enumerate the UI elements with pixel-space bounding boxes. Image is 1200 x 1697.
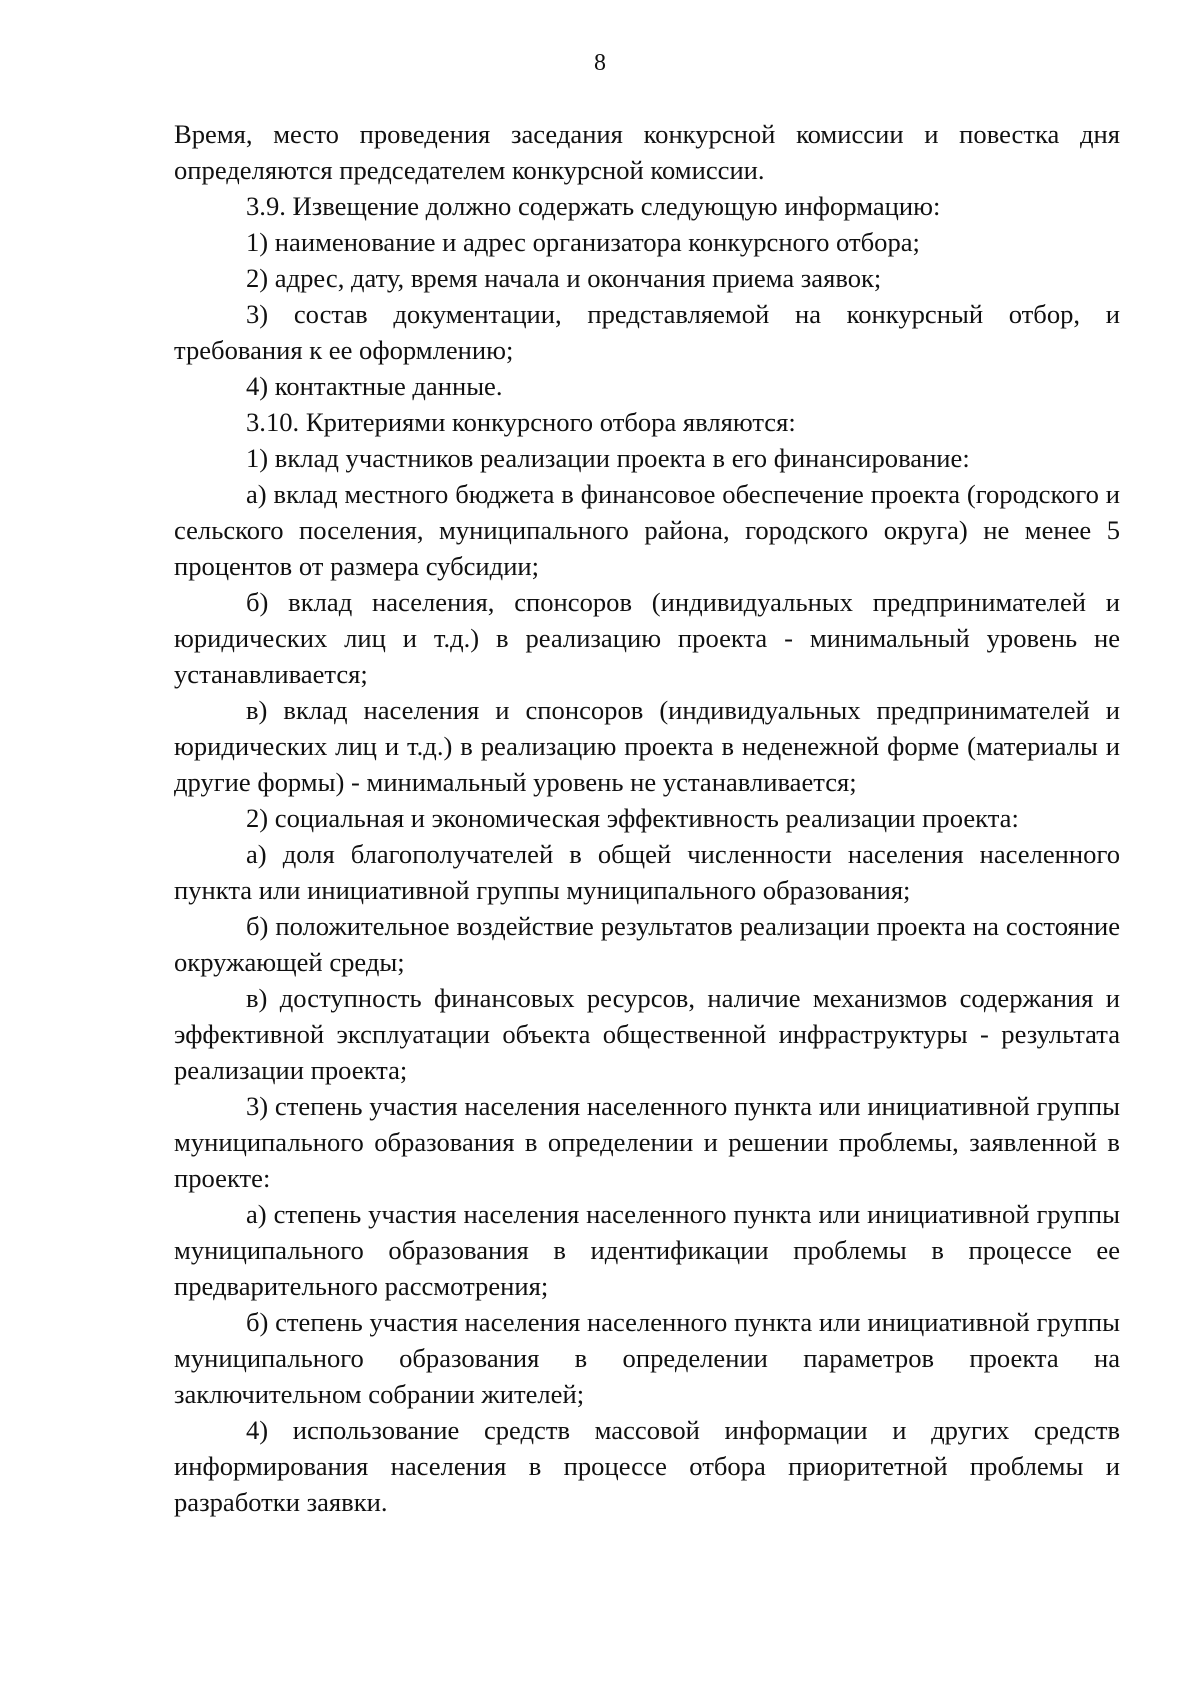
paragraph: а) степень участия населения населенного пункта или инициативной группы муниципального образования в идентификации проблемы в процессе ее предварительного рассмотрения; <box>174 1199 1120 1301</box>
paragraph: 4) контактные данные. <box>246 371 503 401</box>
paragraph: 1) вклад участников реализации проекта в его финансирование: <box>246 443 970 473</box>
page-number: 8 <box>594 50 606 76</box>
paragraph: б) степень участия населения населенного пункта или инициативной группы муниципального образования в определении параметров проекта на заключительном собрании жителей; <box>174 1307 1120 1409</box>
document-body <box>174 116 1120 1520</box>
paragraph: 3) состав документации, представляемой на конкурсный отбор, и требования к ее оформлению; <box>174 299 1120 365</box>
paragraph: б) положительное воздействие результатов реализации проекта на состояние окружающей среды; <box>174 911 1120 977</box>
paragraph: в) доступность финансовых ресурсов, наличие механизмов содержания и эффективной эксплуатации объекта общественной инфраструктуры - результата реализации проекта; <box>174 983 1120 1085</box>
paragraph: 2) адрес, дату, время начала и окончания приема заявок; <box>246 263 882 293</box>
paragraph: а) вклад местного бюджета в финансовое обеспечение проекта (городского и сельского поселения, муниципального района, городского округа) не менее 5 процентов от размера субсидии; <box>174 479 1120 581</box>
paragraph: 4) использование средств массовой информации и других средств информирования населения в процессе отбора приоритетной проблемы и разработки заявки. <box>174 1415 1120 1517</box>
paragraph: 1) наименование и адрес организатора конкурсного отбора; <box>246 227 920 257</box>
paragraph: б) вклад населения, спонсоров (индивидуальных предпринимателей и юридических лиц и т.д.) в реализацию проекта - минимальный уровень не устанавливается; <box>174 587 1120 689</box>
paragraph: а) доля благополучателей в общей численности населения населенного пункта или инициативной группы муниципального образования; <box>174 839 1120 905</box>
paragraph: 3.9. Извещение должно содержать следующую информацию: <box>246 191 941 221</box>
paragraph: Время, место проведения заседания конкурсной комиссии и повестка дня определяются председателем конкурсной комиссии. <box>174 119 1120 185</box>
paragraph: в) вклад населения и спонсоров (индивидуальных предпринимателей и юридических лиц и т.д.) в реализацию проекта в неденежной форме (материалы и другие формы) - минимальный уровень не устанавливается; <box>174 695 1120 797</box>
paragraph: 3) степень участия населения населенного пункта или инициативной группы муниципального образования в определении и решении проблемы, заявленной в проекте: <box>174 1091 1120 1193</box>
paragraph: 2) социальная и экономическая эффективность реализации проекта: <box>246 803 1019 833</box>
paragraph: 3.10. Критериями конкурсного отбора являются: <box>246 407 796 437</box>
